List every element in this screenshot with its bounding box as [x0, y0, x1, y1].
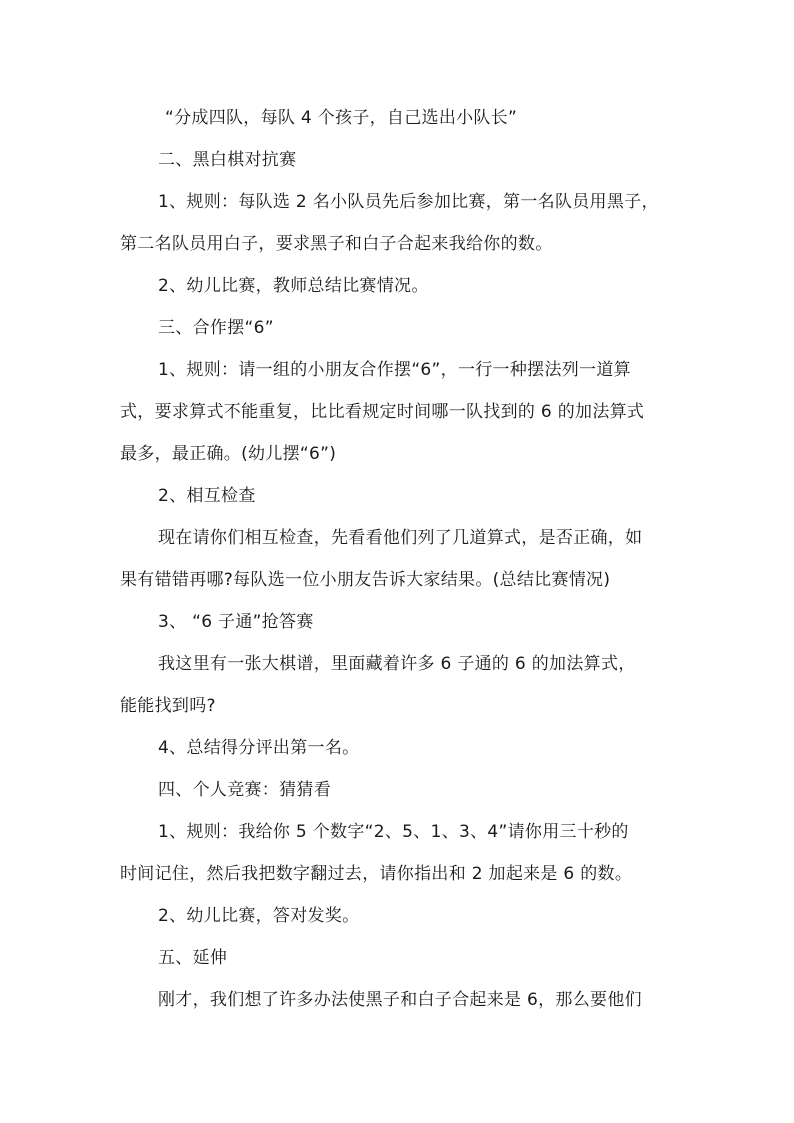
text-line-5: 2、幼儿比赛，教师总结比赛情况。	[158, 276, 429, 296]
text-line-1: “分成四队，每队 4 个孩子，自己选出小队长”	[165, 108, 518, 128]
text-line-22: 刚才，我们想了许多办法使黑子和白子合起来是 6，那么要他们	[158, 990, 642, 1010]
text-line-4: 第二名队员用白子，要求黑子和白子合起来我给你的数。	[120, 234, 553, 254]
text-line-11: 现在请你们相互检查，先看看他们列了几道算式，是否正确，如	[158, 528, 643, 548]
text-line-10: 2、相互检查	[158, 486, 256, 506]
text-line-13: 3、 “6 子通”抢答赛	[158, 612, 314, 632]
text-line-20: 2、幼儿比赛，答对发奖。	[158, 906, 360, 926]
text-line-7: 1、规则：请一组的小朋友合作摆“6”，一行一种摆法列一道算	[158, 360, 631, 380]
heading-extension: 五、延伸	[158, 948, 228, 968]
text-line-8: 式，要求算式不能重复，比比看规定时间哪一队找到的 6 的加法算式	[120, 402, 645, 422]
text-line-19: 时间记住，然后我把数字翻过去，请你指出和 2 加起来是 6 的数。	[120, 864, 633, 884]
text-line-15: 能能找到吗?	[120, 696, 216, 716]
text-line-14: 我这里有一张大棋谱，里面藏着许多 6 子通的 6 的加法算式，	[158, 654, 636, 674]
text-line-3: 1、规则：每队选 2 名小队员先后参加比赛，第一名队员用黑子，	[158, 192, 659, 212]
text-line-12: 果有错错再哪?每队选一位小朋友告诉大家结果。(总结比赛情况)	[120, 570, 611, 590]
text-line-16: 4、总结得分评出第一名。	[158, 738, 360, 758]
text-line-18: 1、规则：我给你 5 个数字“2、5、1、3、4”请你用三十秒的	[158, 822, 629, 842]
heading-cooperate-six: 三、合作摆“6”	[158, 318, 274, 338]
heading-individual-contest: 四、个人竞赛：猜猜看	[158, 780, 331, 800]
text-line-9: 最多，最正确。(幼儿摆“6”)	[120, 444, 337, 464]
heading-black-white-contest: 二、黑白棋对抗赛	[158, 150, 297, 170]
